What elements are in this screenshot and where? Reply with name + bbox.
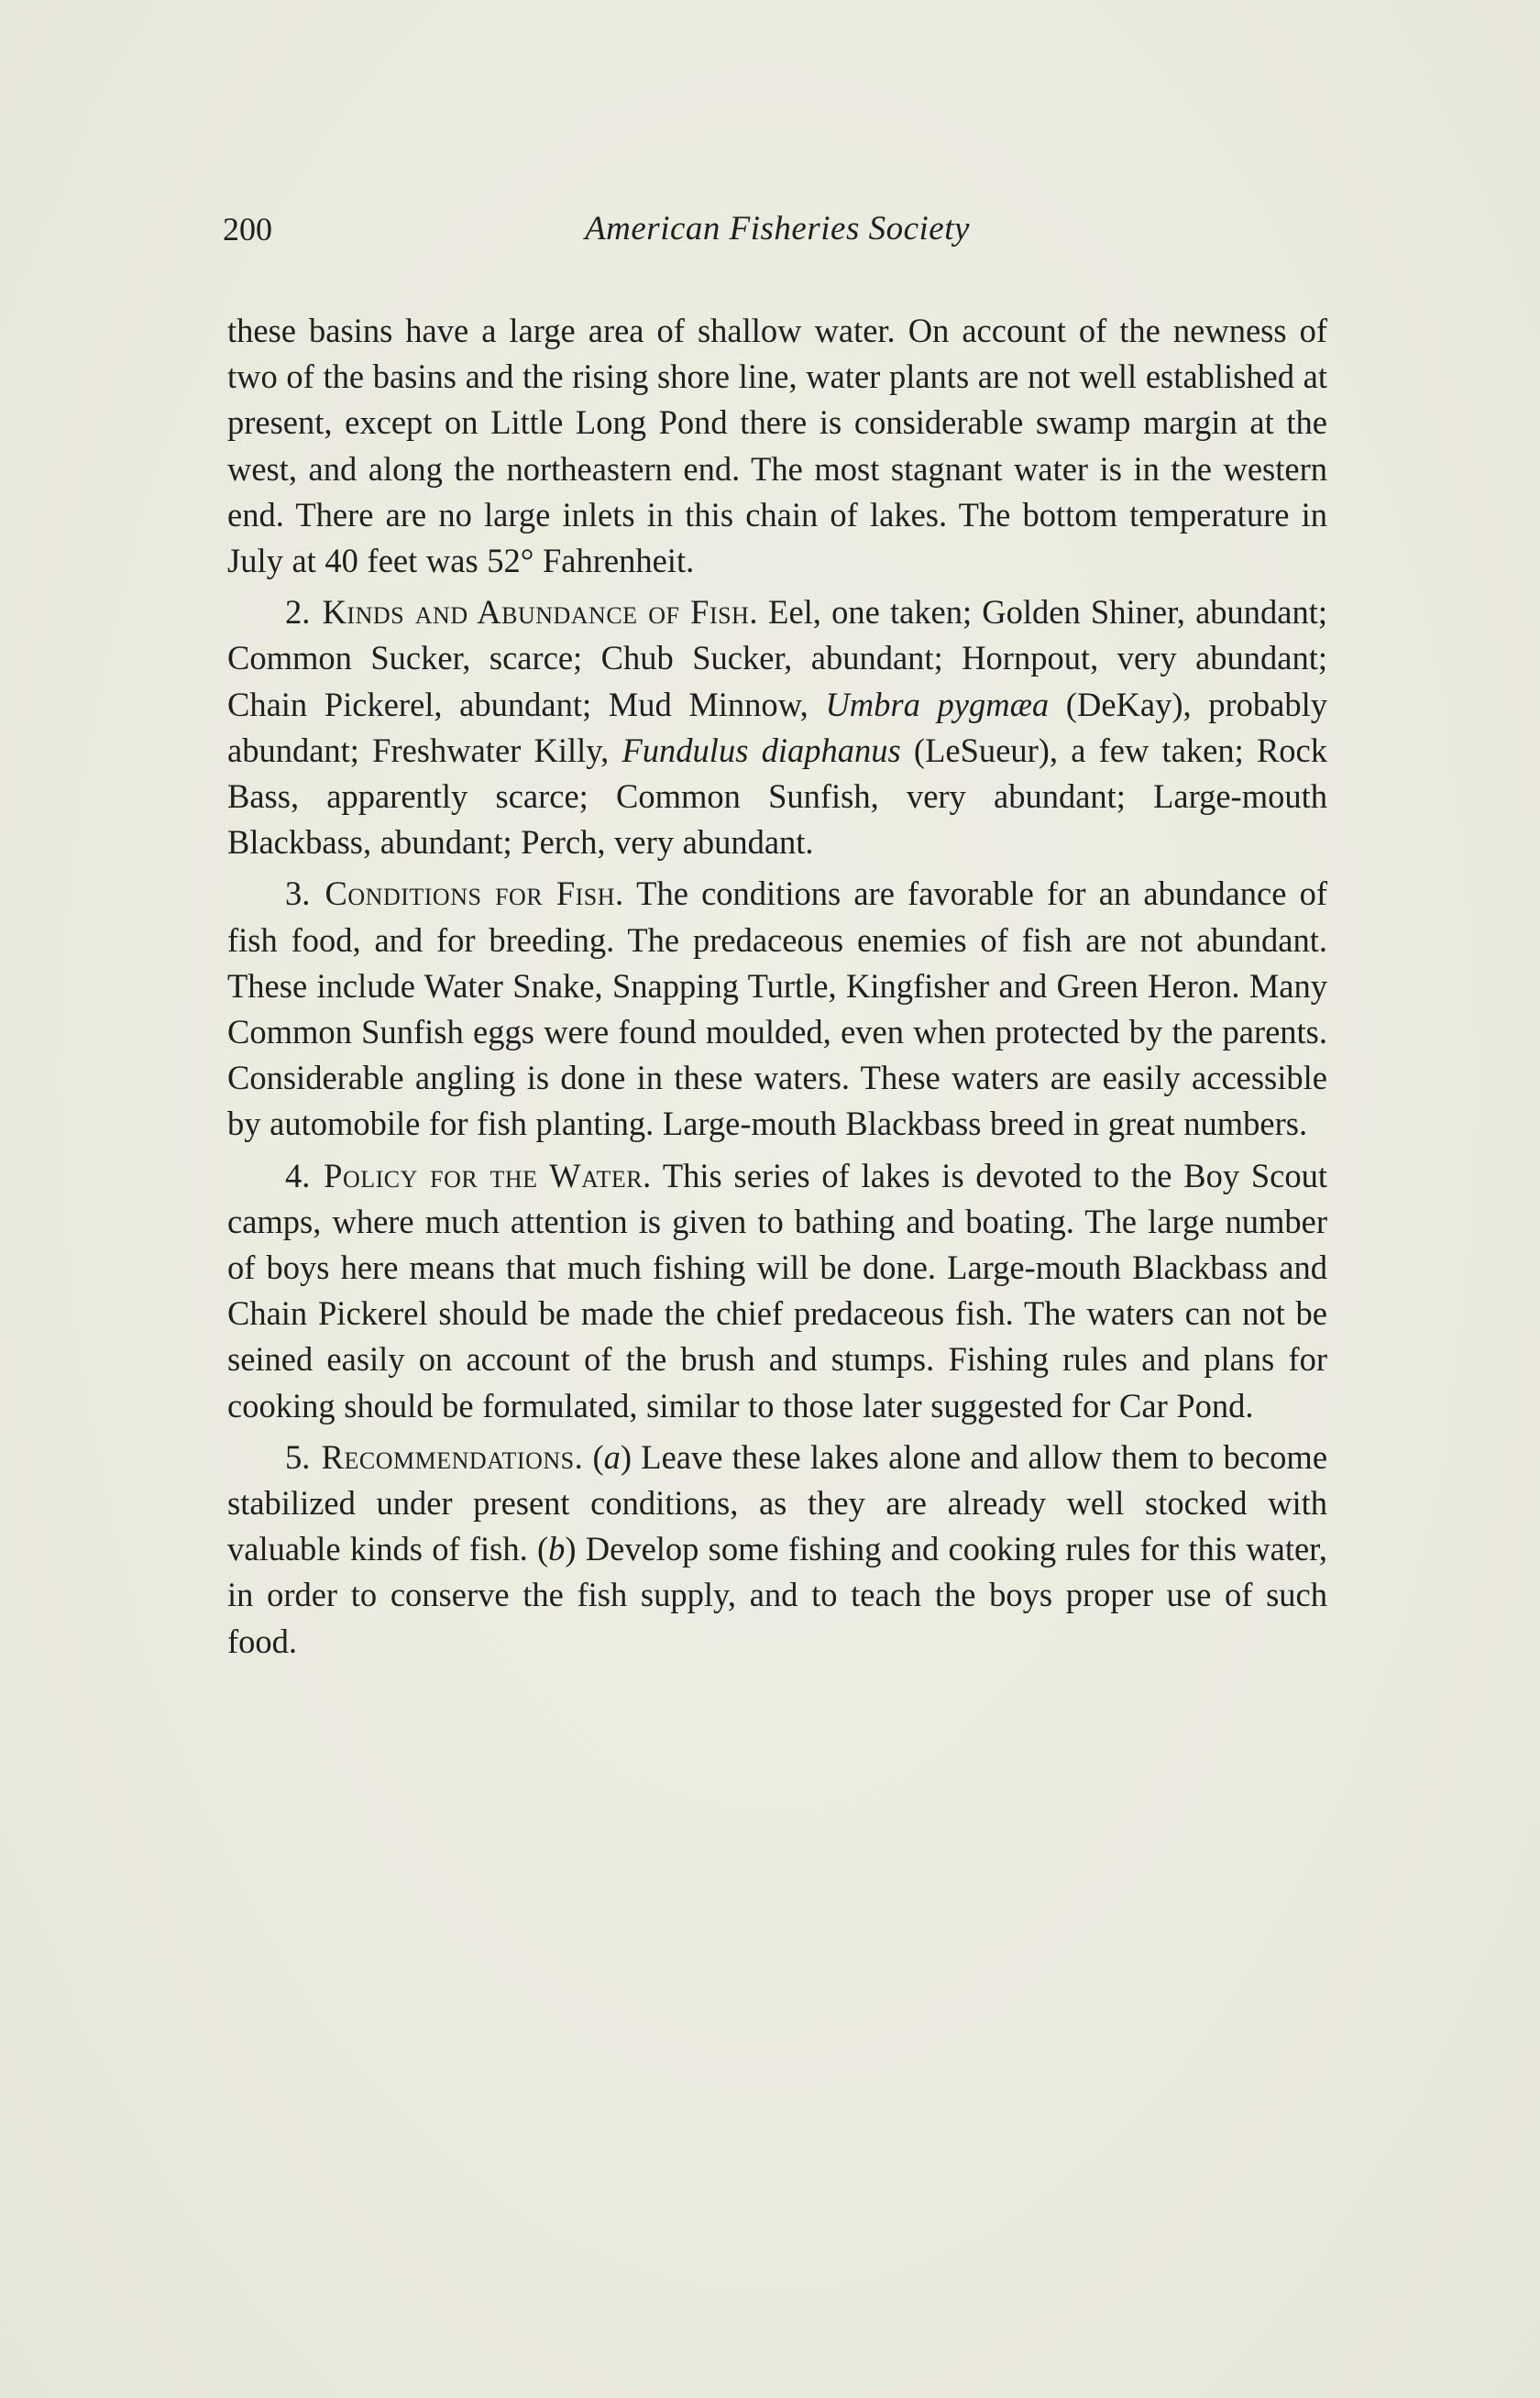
section-number: 5.	[285, 1437, 311, 1476]
paragraph-text: (LeSueur), a few taken; Rock Bass, apparently scarce; Common Sunfish, very abundant; Large-mouth Blackbass, abundant; Perch, very abundant.	[227, 731, 1327, 862]
body-text	[227, 308, 1327, 1665]
scientific-name-umbra: Umbra pygmæa	[825, 685, 1050, 723]
section-number: 4.	[285, 1156, 311, 1194]
scientific-name-fundulus: Fundulus diaphanus	[622, 731, 901, 769]
paragraph-text: This series of lakes is devoted to the Boy Scout camps, where much attention is given to bathing and boating. The large number of boys here means that much fishing will be done. Large-mouth Blackbass and Chain Pickerel should be made the chief predaceous fish. The waters can not be seined easily on account of the brush and stumps. Fishing rules and plans for cooking should be formulated, similar to those later suggested for Car Pond.	[227, 1156, 1328, 1424]
section-heading-recommendations: Recommendations.	[321, 1437, 584, 1476]
section-heading-conditions-for-fish: Conditions for Fish.	[324, 874, 624, 913]
paragraph-recommendations	[227, 1435, 1327, 1665]
section-number: 2.	[285, 593, 311, 632]
paragraph-policy-for-the-water	[227, 1153, 1327, 1429]
paragraph-continuation: these basins have a large area of shallow water. On account of the newness of two of the basins and the rising shore line, water plants are not well established at present, except on Little Long Pond there is considerable swamp margin at the west, and along the northeastern end. The most stagnant water is in the western end. There are no large inlets in this chain of lakes. The bottom temperature in July at 40 feet was 52° Fahrenheit.	[227, 312, 1327, 580]
paragraph-text: Eel, one taken; Golden Shiner, abundant; Common Sucker, scarce; Chub Sucker, abundant; Hornpout, very abundant; Chain Pickerel, abundant; Mud Minnow,	[227, 593, 1327, 723]
section-number: 3.	[285, 874, 311, 913]
running-head	[223, 204, 1332, 255]
paragraph-conditions-for-fish	[227, 871, 1327, 1147]
list-letter-b: b	[548, 1530, 566, 1568]
paragraph-text: The conditions are favorable for an abundance of fish food, and for breeding. The predaceous enemies of fish are not abundant. These include Water Snake, Snapping Turtle, Kingfisher and Green Heron. Many Common Sunfish eggs were found moulded, even when protected by the parents. Considerable angling is done in these waters. These waters are easily accessible by automobile for fish planting. Large-mouth Blackbass breed in great numbers.	[227, 874, 1327, 1143]
paragraph-text: ) Leave these lakes alone and allow them to become stabilized under present conditions, as they are already well stocked with valuable kinds of fish. (	[227, 1437, 1328, 1568]
paragraph-kinds-and-abundance	[227, 589, 1327, 865]
section-heading-kinds-and-abundance: Kinds and Abundance of Fish.	[322, 593, 758, 632]
journal-title: American Fisheries Society	[585, 210, 970, 248]
paragraph-text: ) Develop some fishing and cooking rules for this water, in order to conserve the fish supply, and to teach the boys proper use of such food.	[227, 1530, 1328, 1660]
page-number: 200	[223, 211, 272, 248]
list-letter-a: a	[603, 1437, 621, 1476]
paragraph-text: (DeKay), probably abundant; Freshwater Killy,	[227, 685, 1327, 769]
paragraph-text: (	[583, 1437, 604, 1476]
section-heading-policy-for-the-water: Policy for the Water.	[324, 1156, 652, 1194]
